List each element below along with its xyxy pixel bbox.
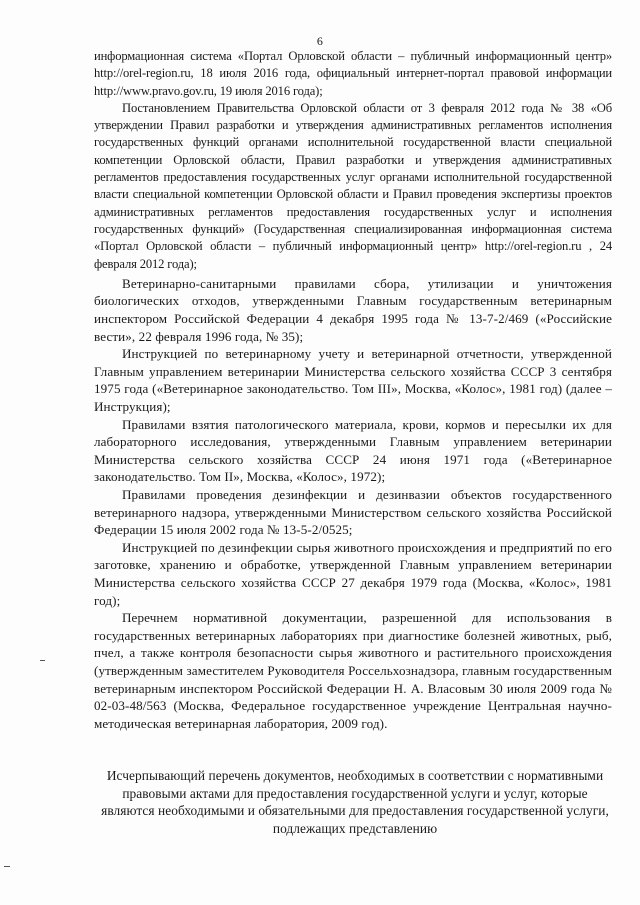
paragraph-portal-continuation: информационная система «Портал Орловской области – публичный информационный центр» http://orel-region.ru, 18 июля 2016 года, официальный интернет-портал правовой информации http://www.pravo.gov.ru, 19 июля 2016 года); [94,49,612,98]
scan-speck [4,866,10,867]
page-number: 6 [316,34,324,48]
paragraph-sampling-rules: Правилами взятия патологического материала, крови, кормов и пересылки их для лабораторного исследования, утвержденными Главным управлением ветеринарии Министерства сельского хозяйства СССР 24 июня 1971 года («Ветеринарное законодательство. Том II», Москва, «Колос», 1972); [94,416,612,485]
paragraph-disinfection-rules: Правилами проведения дезинфекции и дезинвазии объектов государственного ветеринарного надзора, утвержденными Министерством сельского хозяйства Российской Федерации 15 июля 2002 года № 13-5-2/0525; [94,486,612,538]
paragraph-normative-list: Перечнем нормативной документации, разрешенной для использования в государственных ветеринарных лабораториях при диагностике болезней животных, рыб, пчел, а также контроля безопасности сырья животного и растительного происхождения (утвержденным заместителем Руководителя Россельхознадзора, главным государственным ветеринарным инспектором Российской Федерации Н. А. Власовым 30 июля 2009 года № 02-03-48/563 (Москва, Федеральное государственное учреждение Центральная научно-методическая ветеринарная лаборатория, 2009 год). [94,610,612,731]
paragraph-regulation-38: Постановлением Правительства Орловской области от 3 февраля 2012 года № 38 «Об утверждении Правил разработки и утверждения административных регламентов исполнения государственных функций органами исполнительной государственной власти специальной компетенции Орловской области, Правил разработки и утверждения административных регламентов предоставления государственных услуг органами исполнительной государственной власти специальной компетенции Орловской области и Правил проведения экспертизы проектов административных регламентов предоставления государственных услуг и исполнения государственных функций» (Государственная специализированная информационная система «Портал Орловской области – публичный информационный центр» http://orel-region.ru , 24 февраля 2012 года); [94,100,612,271]
paragraph-accounting-instruction: Инструкцией по ветеринарному учету и ветеринарной отчетности, утвержденной Главным управлением ветеринарии Министерства сельского хозяйства СССР 3 сентября 1975 года («Ветеринарное законодательство. Том III», Москва, «Колос», 1981 год) (далее – Инструкция); [94,346,612,415]
section-heading: Исчерпывающий перечень документов, необходимых в соответствии с нормативными правовыми актами для предоставления государственной услуги и услуг, которые являются необходимыми и обязательными для предоставления государственной услуги, подлежащих представлению [101,768,609,836]
paragraph-biowaste-rules: Ветеринарно-санитарными правилами сбора, утилизации и уничтожения биологических отходов, утвержденными Главным государственным ветеринарным инспектором Российской Федерации 4 декабря 1995 года № 13-7-2/469 («Российские вести», 22 февраля 1996 года, № 35); [94,275,612,344]
scan-speck [40,660,45,661]
paragraph-raw-material-instruction: Инструкцией по дезинфекции сырья животного происхождения и предприятий по его заготовке, хранению и обработке, утвержденной Главным управлением ветеринарии Министерства сельского хозяйства СССР 27 декабря 1979 года (Москва, «Колос», 1981 год); [94,539,612,608]
document-body [94,48,612,732]
